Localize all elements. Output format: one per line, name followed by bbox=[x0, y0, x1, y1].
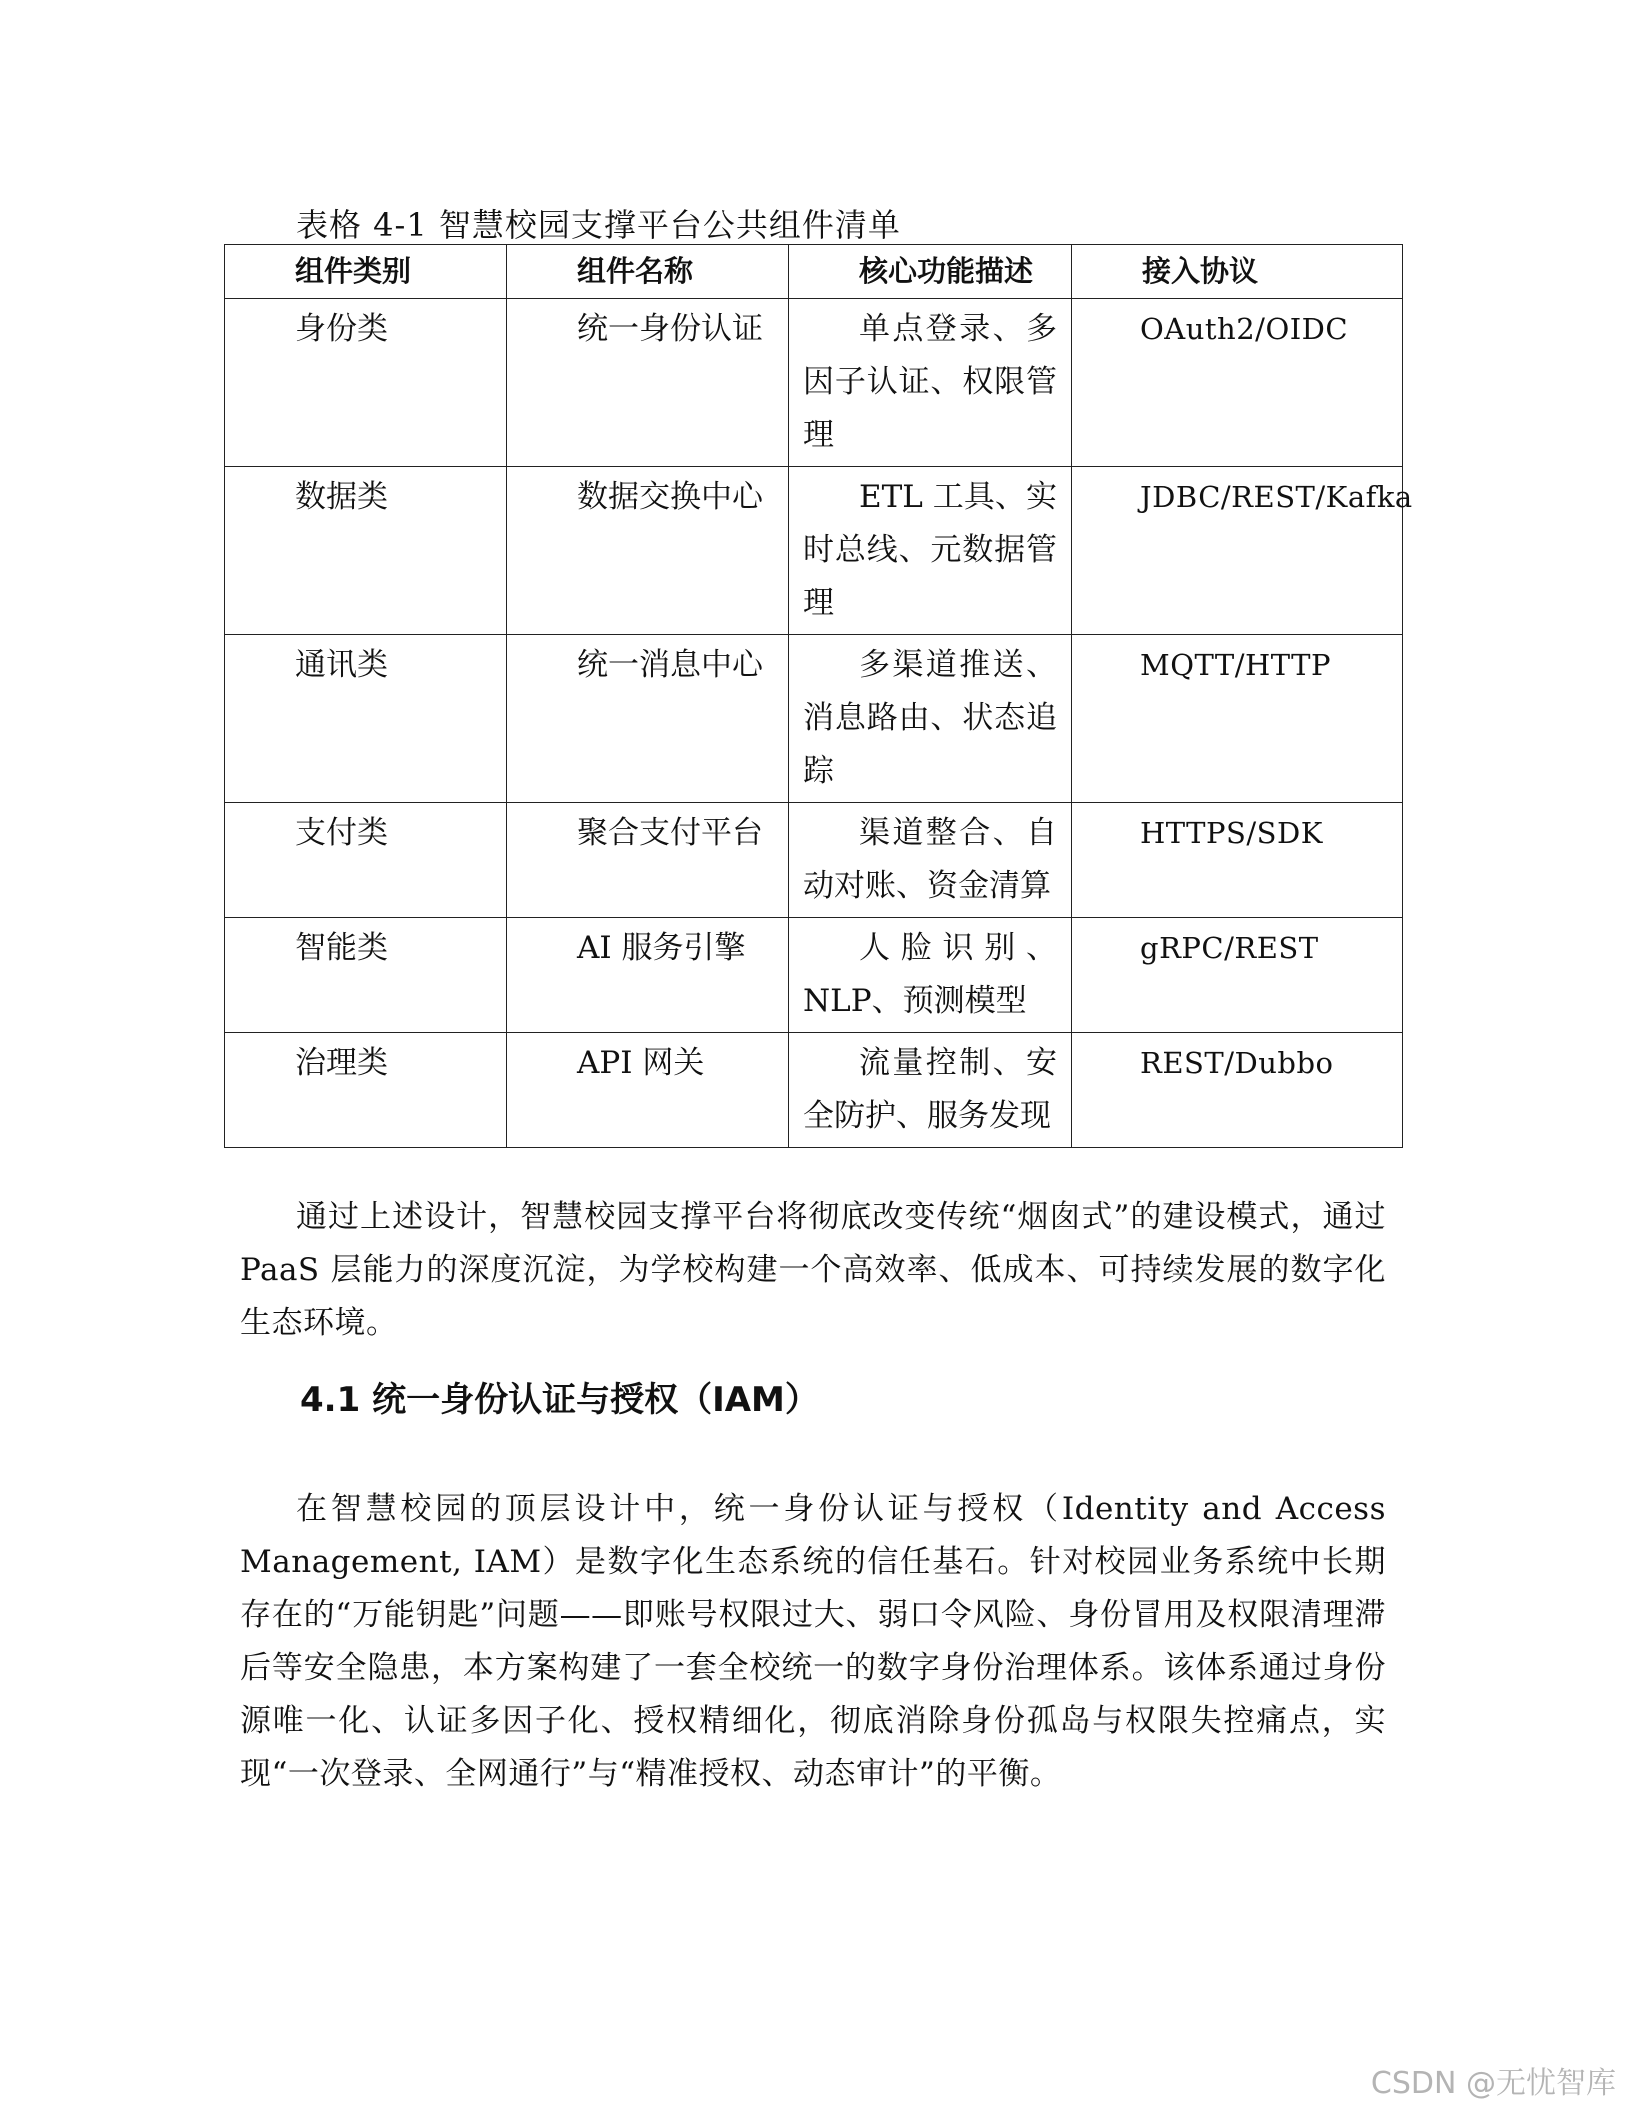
section-heading: 4.1 统一身份认证与授权（IAM） bbox=[300, 1380, 819, 1420]
cell-description: ETL 工具、实时总线、元数据管理 bbox=[789, 467, 1072, 635]
table-row bbox=[225, 467, 1403, 635]
cell-description: 人脸识别、NLP、预测模型 bbox=[789, 918, 1072, 1033]
table-header-row bbox=[225, 245, 1403, 299]
cell-description: 流量控制、安全防护、服务发现 bbox=[789, 1033, 1072, 1148]
cell-description: 单点登录、多因子认证、权限管理 bbox=[789, 299, 1072, 467]
summary-paragraph: 通过上述设计，智慧校园支撑平台将彻底改变传统“烟囱式”的建设模式，通过 PaaS 层能力的深度沉淀，为学校构建一个高效率、低成本、可持续发展的数字化生态环境。 bbox=[240, 1199, 1386, 1341]
cell-name: 统一消息中心 bbox=[507, 635, 789, 803]
cell-category: 通讯类 bbox=[225, 635, 507, 803]
cell-category: 身份类 bbox=[225, 299, 507, 467]
cell-category: 数据类 bbox=[225, 467, 507, 635]
cell-protocol: JDBC/REST/Kafka bbox=[1072, 467, 1403, 635]
cell-name: 数据交换中心 bbox=[507, 467, 789, 635]
table-row bbox=[225, 635, 1403, 803]
header-protocol: 接入协议 bbox=[1072, 245, 1403, 299]
cell-category: 支付类 bbox=[225, 803, 507, 918]
header-description: 核心功能描述 bbox=[789, 245, 1072, 299]
header-name: 组件名称 bbox=[507, 245, 789, 299]
cell-protocol: REST/Dubbo bbox=[1072, 1033, 1403, 1148]
table-row bbox=[225, 918, 1403, 1033]
cell-name: 统一身份认证 bbox=[507, 299, 789, 467]
cell-name: AI 服务引擎 bbox=[507, 918, 789, 1033]
table-caption: 表格 4-1 智慧校园支撑平台公共组件清单 bbox=[296, 206, 901, 244]
cell-protocol: MQTT/HTTP bbox=[1072, 635, 1403, 803]
cell-description: 渠道整合、自动对账、资金清算 bbox=[789, 803, 1072, 918]
table-row bbox=[225, 299, 1403, 467]
cell-category: 治理类 bbox=[225, 1033, 507, 1148]
cell-category: 智能类 bbox=[225, 918, 507, 1033]
cell-description: 多渠道推送、消息路由、状态追踪 bbox=[789, 635, 1072, 803]
cell-protocol: gRPC/REST bbox=[1072, 918, 1403, 1033]
component-table bbox=[224, 244, 1413, 1148]
section-paragraph: 在智慧校园的顶层设计中，统一身份认证与授权（Identity and Access Management, IAM）是数字化生态系统的信任基石。针对校园业务系统中长期存在的“万能钥匙”问题——即账号权限过大、弱口令风险、身份冒用及权限清理滞后等安全隐患，本方案构建了一套全校统一的数字身份治理体系。该体系通过身份源唯一化、认证多因子化、授权精细化，彻底消除身份孤岛与权限失控痛点，实现“一次登录、全网通行”与“精准授权、动态审计”的平衡。 bbox=[240, 1491, 1386, 1792]
header-category: 组件类别 bbox=[225, 245, 507, 299]
watermark: CSDN @无忧智库 bbox=[1370, 2066, 1616, 2101]
cell-name: 聚合支付平台 bbox=[507, 803, 789, 918]
table-row bbox=[225, 1033, 1403, 1148]
cell-protocol: OAuth2/OIDC bbox=[1072, 299, 1403, 467]
cell-name: API 网关 bbox=[507, 1033, 789, 1148]
table-row bbox=[225, 803, 1403, 918]
cell-protocol: HTTPS/SDK bbox=[1072, 803, 1403, 918]
